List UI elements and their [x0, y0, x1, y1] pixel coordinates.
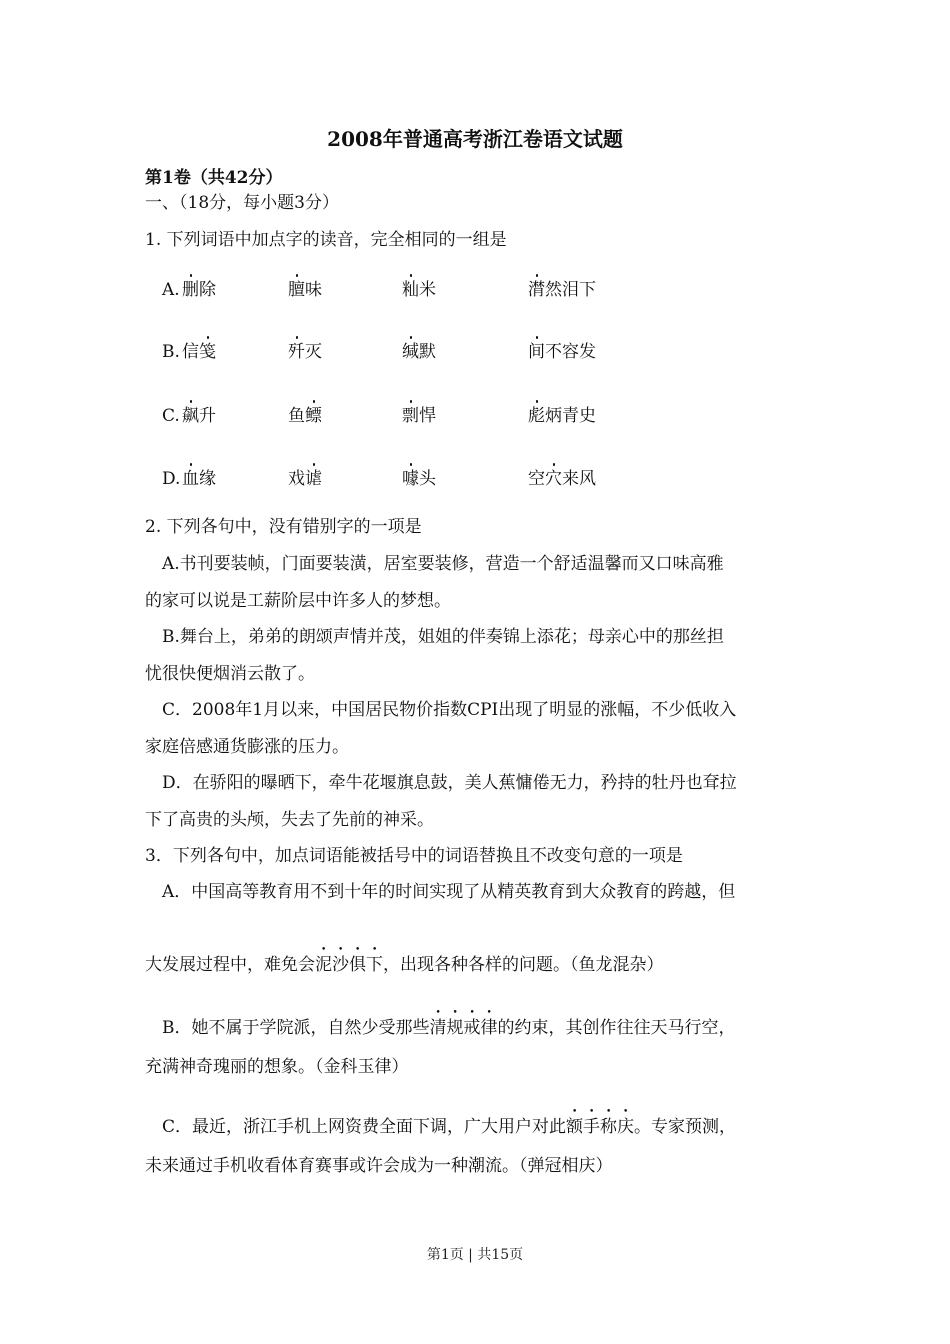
option-line: [162, 1107, 736, 1138]
word-part: 鱼: [288, 406, 305, 426]
option-line: [145, 1155, 613, 1177]
dotted-char: 彪: [528, 406, 545, 426]
option-label: C.: [162, 406, 180, 426]
dotted-char: 剽: [402, 406, 419, 426]
option-word: [182, 279, 216, 301]
word-part: 默: [419, 342, 436, 362]
dotted-char: 歼: [288, 342, 305, 362]
dotted-phrase: 额手称庆: [566, 1117, 635, 1137]
option-line: 的家可以说是工薪阶层中许多人的梦想。: [145, 591, 451, 611]
option-word: [528, 279, 596, 301]
dotted-char: 笺: [199, 342, 216, 362]
line-text: 充满神奇瑰丽的想象。（金科玉律）: [145, 1057, 409, 1077]
word-part: 米: [419, 280, 436, 300]
line-text: 大发展过程中，难免会: [145, 955, 315, 975]
option-label: A.: [162, 280, 180, 300]
option-word: [528, 341, 596, 363]
line-text: A．中国高等教育用不到十年的时间实现了从精英教育到大众教育的跨越，但: [162, 882, 736, 902]
dotted-char: 飙: [182, 406, 199, 426]
line-text: ，出现各种各样的问题。（鱼龙混杂）: [383, 955, 664, 975]
question-3-stem: 3．下列各句中，加点词语能被括号中的词语替换且不改变句意的一项是: [145, 846, 683, 866]
word-part: 来风: [562, 469, 596, 489]
dotted-char: 潸: [528, 280, 545, 300]
option-line: A.书刊要装帧，门面要装潢，居室要装修，营造一个舒适温馨而又口味高雅: [162, 554, 724, 574]
option-line: [162, 1008, 736, 1039]
dotted-char: 鳔: [305, 406, 322, 426]
option-word: [288, 405, 322, 427]
document-title: 2008年普通高考浙江卷语文试题: [327, 127, 623, 151]
word-part: 信: [182, 342, 199, 362]
page-footer: 第1页 | 共15页: [426, 1247, 524, 1263]
question-1-stem: 1. 下列词语中加点字的读音，完全相同的一组是: [145, 230, 507, 250]
line-text: 。专家预测，: [634, 1117, 737, 1137]
word-part: 炳青史: [545, 406, 596, 426]
option-line: 下了高贵的头颅，失去了先前的神采。: [145, 810, 434, 830]
line-text: 未来通过手机收看体育赛事或许会成为一种潮流。（弹冠相庆）: [145, 1156, 613, 1176]
word-part: 然泪下: [545, 280, 596, 300]
dotted-char: 间: [528, 342, 545, 362]
word-part: 缘: [199, 469, 216, 489]
option-word: [528, 468, 596, 490]
section-heading: 一、（18分，每小题3分）: [145, 193, 339, 213]
option-word: [402, 279, 436, 301]
dotted-phrase: 清规戒律: [429, 1018, 498, 1038]
word-part: 戏: [288, 469, 305, 489]
word-part: 空: [528, 469, 545, 489]
dotted-char: 血: [182, 469, 199, 489]
dotted-phrase: 泥沙俱下: [315, 955, 383, 975]
option-word: [288, 341, 322, 363]
option-line: 忧很快便烟消云散了。: [145, 664, 315, 684]
option-label: B.: [162, 342, 180, 362]
option-word: [288, 279, 322, 301]
option-word: [402, 405, 436, 427]
option-word: [288, 468, 322, 490]
word-part: 头: [419, 469, 436, 489]
dotted-char: 籼: [402, 280, 419, 300]
option-line: [145, 945, 664, 976]
volume-heading: 第1卷（共42分）: [145, 168, 283, 188]
option-word: [402, 468, 436, 490]
word-part: 除: [199, 280, 216, 300]
option-line: D．在骄阳的曝晒下，牵牛花堰旗息鼓，美人蕉慵倦无力，矜持的牡丹也耷拉: [162, 773, 737, 793]
option-word: [402, 341, 436, 363]
dotted-char: 穴: [545, 469, 562, 489]
line-text: C．最近，浙江手机上网资费全面下调，广大用户对此: [162, 1117, 567, 1137]
dotted-char: 膻: [288, 280, 305, 300]
word-part: 升: [199, 406, 216, 426]
option-line: [145, 1056, 409, 1078]
option-word: [528, 405, 596, 427]
option-line: B.舞台上，弟弟的朗颂声情并茂，姐姐的伴奏锦上添花；母亲心中的那丝担: [162, 627, 724, 647]
option-word: [182, 405, 216, 427]
option-line: C．2008年1月以来，中国居民物价指数CPI出现了明显的涨幅，不少低收入: [162, 700, 737, 720]
dotted-char: 删: [182, 280, 199, 300]
dotted-char: 噱: [402, 469, 419, 489]
word-part: 悍: [419, 406, 436, 426]
word-part: 不容发: [545, 342, 596, 362]
word-part: 味: [305, 280, 322, 300]
option-word: [182, 468, 216, 490]
line-text: B．她不属于学院派，自然少受那些: [162, 1018, 430, 1038]
option-word: [182, 341, 216, 363]
line-text: 的约束，其创作往往天马行空，: [497, 1018, 736, 1038]
dotted-char: 缄: [402, 342, 419, 362]
dotted-char: 谑: [305, 469, 322, 489]
option-line: [162, 881, 735, 903]
option-label: D.: [162, 469, 181, 489]
question-2-stem: 2. 下列各句中，没有错别字的一项是: [145, 517, 422, 537]
word-part: 灭: [305, 342, 322, 362]
option-line: 家庭倍感通货膨涨的压力。: [145, 737, 349, 757]
